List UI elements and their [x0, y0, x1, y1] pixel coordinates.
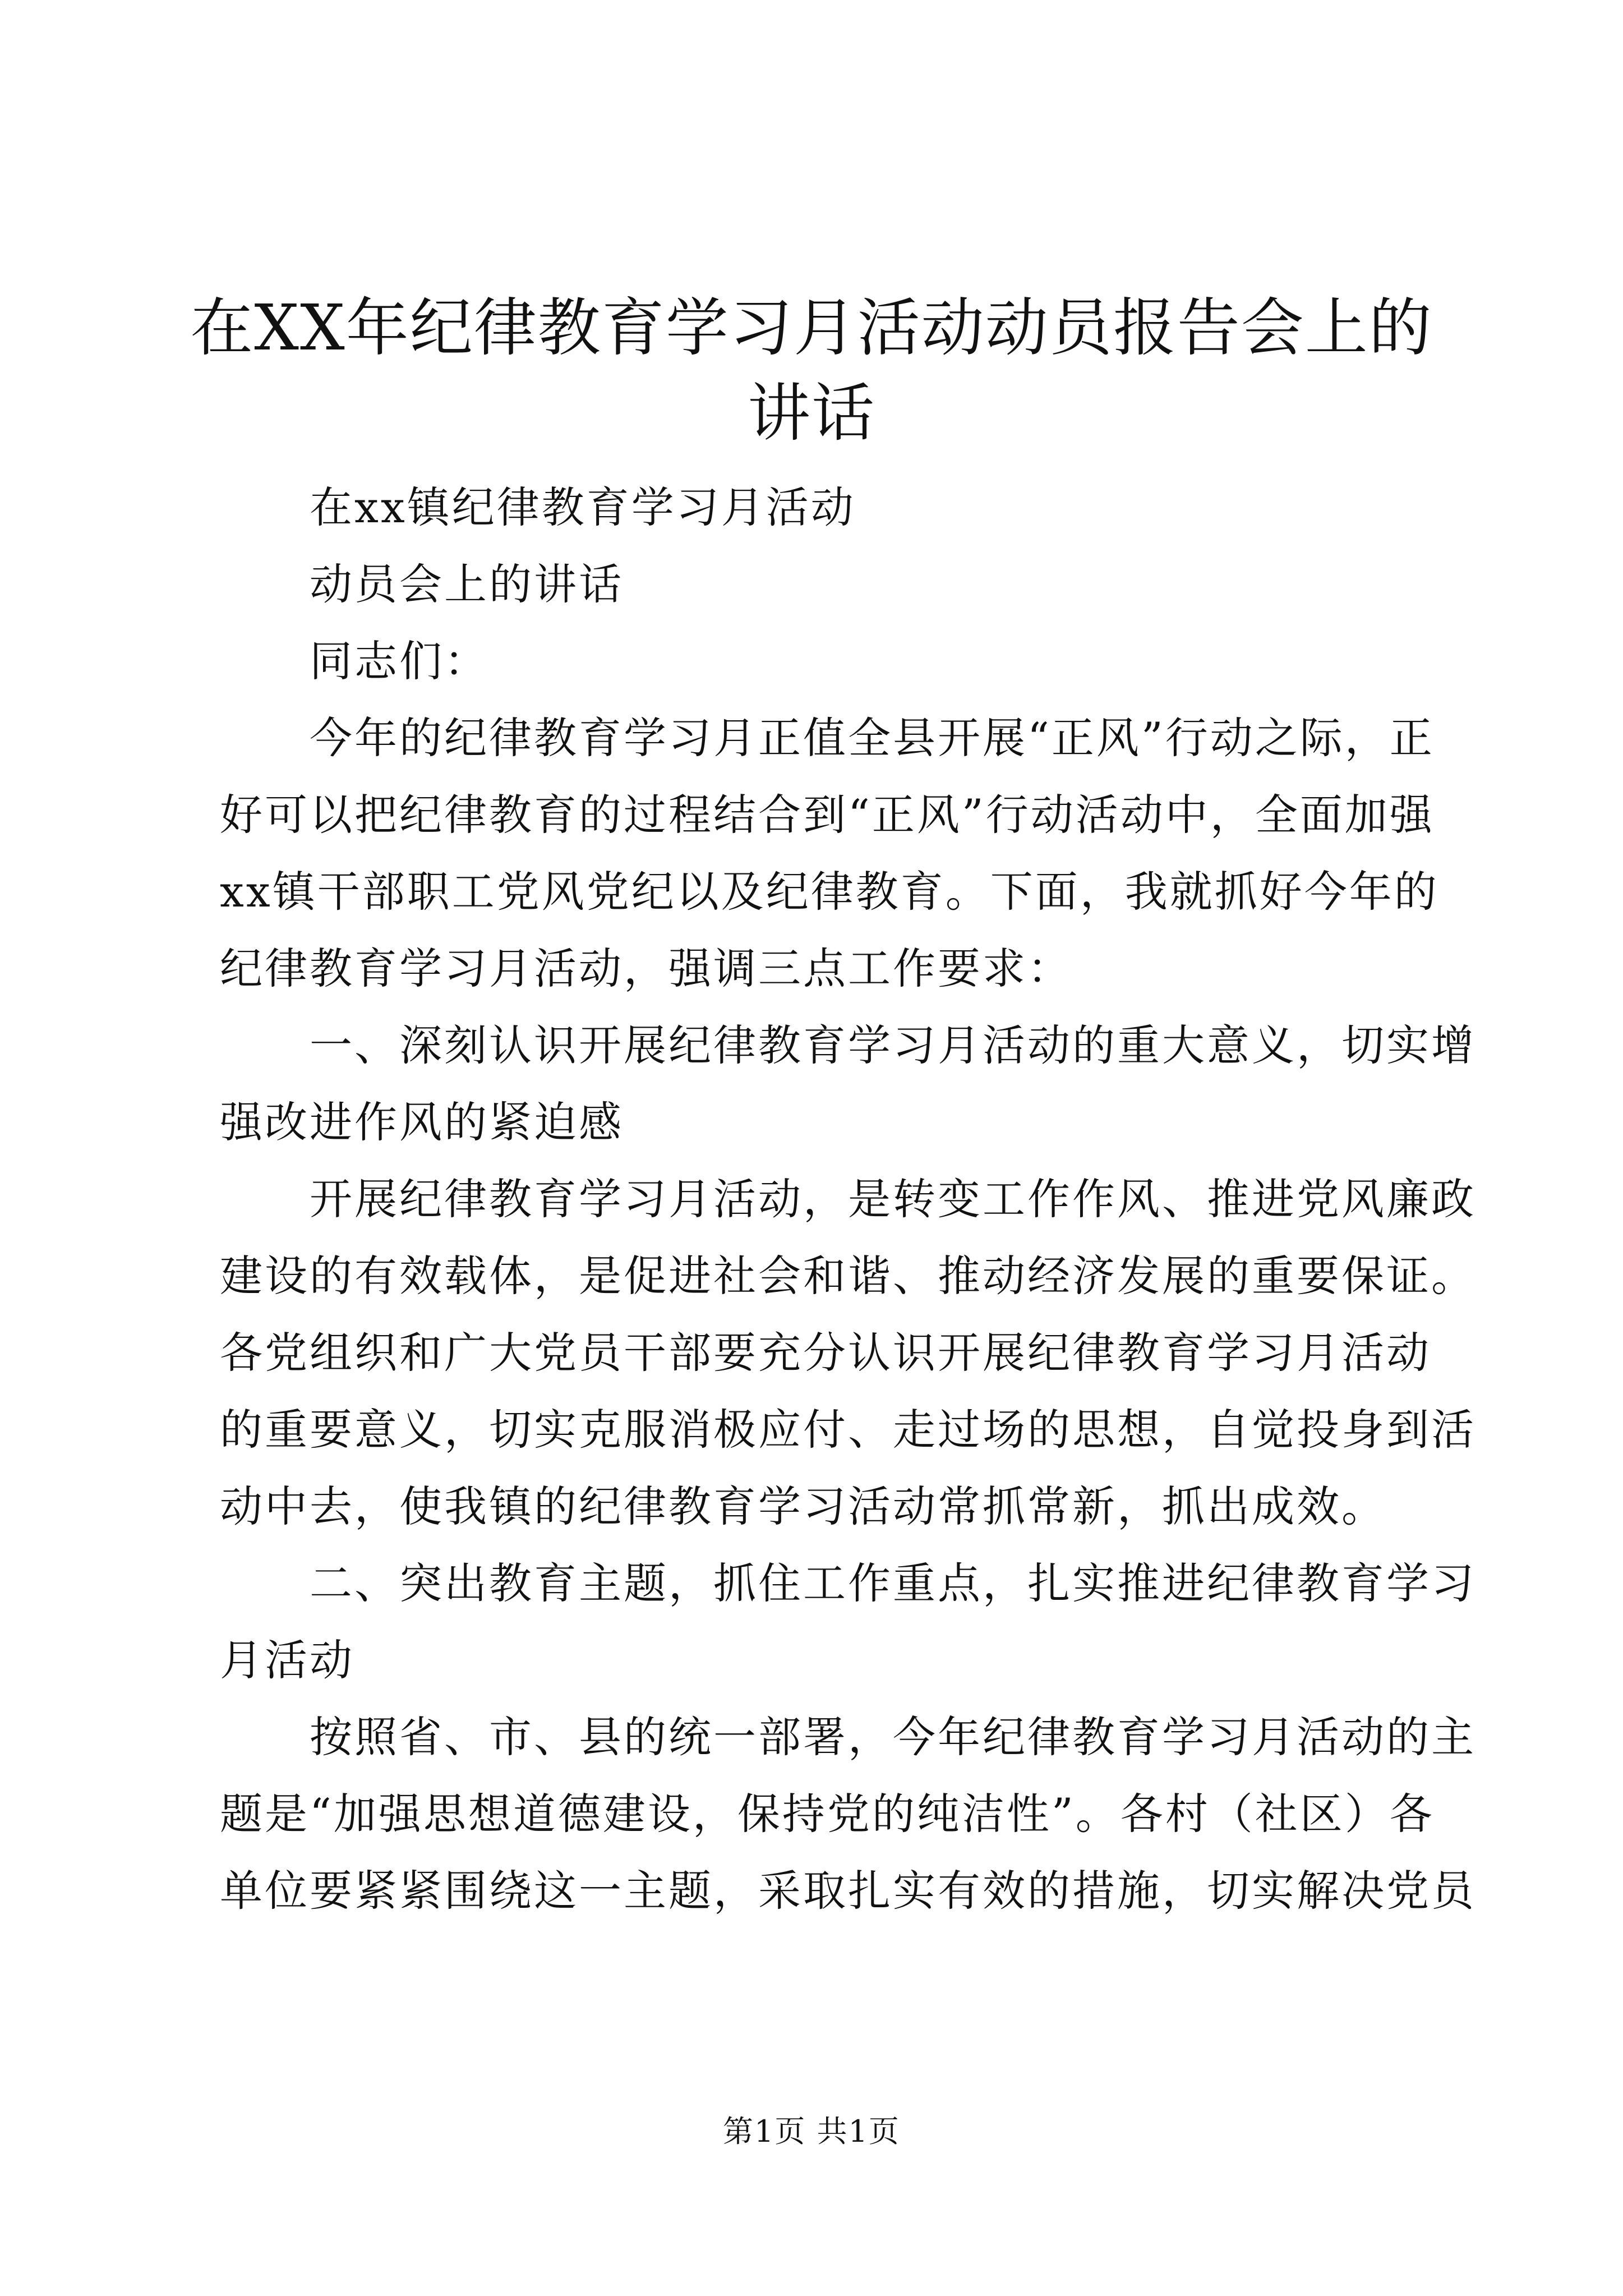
paragraph-line: 各党组织和广大党员干部要充分认识开展纪律教育学习月活动 — [220, 1328, 1431, 1378]
section-heading-line: 二、突出教育主题，抓住工作重点，扎实推进纪律教育学习 — [310, 1558, 1476, 1608]
section-heading-line: 月活动 — [220, 1635, 354, 1685]
paragraph-line: 好可以把纪律教育的过程结合到“正风”行动活动中，全面加强 — [220, 790, 1435, 840]
paragraph-line: 建设的有效载体，是促进社会和谐、推动经济发展的重要保证。 — [220, 1251, 1476, 1301]
section-heading-line: 一、深刻认识开展纪律教育学习月活动的重大意义，切实增 — [310, 1020, 1476, 1070]
paragraph-line: 今年的纪律教育学习月正值全县开展“正风”行动之际，正 — [310, 713, 1435, 763]
document-title-line-1: 在XX年纪律教育学习月活动动员报告会上的 — [190, 292, 1433, 365]
paragraph-line: 动中去，使我镇的纪律教育学习活动常抓常新，抓出成效。 — [220, 1481, 1386, 1531]
document-title-line-2: 讲话 — [748, 377, 875, 450]
paragraph-line: 开展纪律教育学习月活动，是转变工作作风、推进党风廉政 — [310, 1174, 1476, 1224]
subtitle-line: 在xx镇纪律教育学习月活动 — [310, 482, 856, 532]
paragraph-line: 按照省、市、县的统一部署，今年纪律教育学习月活动的主 — [310, 1712, 1476, 1762]
page-footer: 第1页 共1页 — [723, 2114, 900, 2149]
section-heading-line: 强改进作风的紧迫感 — [220, 1097, 624, 1147]
paragraph-line: 题是“加强思想道德建设，保持党的纯洁性”。各村（社区）各 — [220, 1789, 1435, 1839]
paragraph-line: 纪律教育学习月活动，强调三点工作要求： — [220, 944, 1072, 993]
paragraph-line: 的重要意义，切实克服消极应付、走过场的思想，自觉投身到活 — [220, 1405, 1476, 1455]
paragraph-line: 单位要紧紧围绕这一主题，采取扎实有效的措施，切实解决党员 — [220, 1866, 1476, 1916]
salutation: 同志们： — [310, 636, 489, 686]
subtitle-line: 动员会上的讲话 — [310, 559, 624, 609]
paragraph-line: xx镇干部职工党风党纪以及纪律教育。下面，我就抓好今年的 — [220, 867, 1439, 917]
